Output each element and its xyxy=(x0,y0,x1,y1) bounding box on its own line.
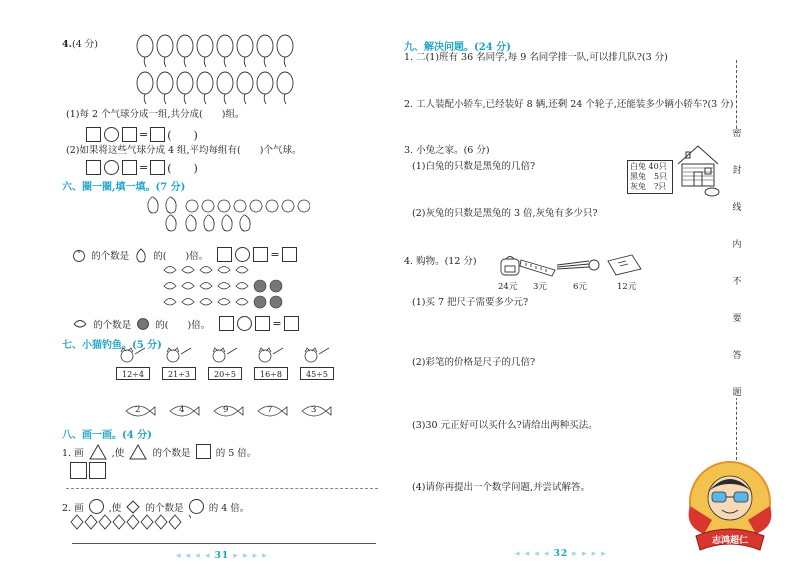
fish-1[interactable]: 2 xyxy=(122,404,156,418)
sec9-q3-1: (1)白兔的只数是黑兔的几倍? xyxy=(412,161,536,172)
circle-icon xyxy=(89,499,104,514)
balloon-row-1 xyxy=(137,35,293,67)
sec8-q1-squares xyxy=(70,460,106,479)
fish-4[interactable]: 7 xyxy=(254,404,288,418)
section-9-title: 九、解决问题。(24 分) xyxy=(404,42,511,53)
cat-card-2: 21÷3 xyxy=(162,367,196,380)
pear-row xyxy=(148,197,310,213)
cat-card-5: 45÷5 xyxy=(300,367,334,380)
peach-tomato-group xyxy=(160,262,290,312)
sec8-q2-text-d: 的 4 倍。 xyxy=(208,503,250,514)
sec9-q4-2: (2)彩笔的价格是尺子的几倍? xyxy=(412,357,536,368)
sec6-line1-text-a: 的个数是 xyxy=(91,251,130,262)
rabbit-house-icon xyxy=(672,142,724,198)
cat-card-1: 12÷4 xyxy=(116,367,150,380)
footer-rule-left xyxy=(72,543,376,544)
section-8-title: 八、画一画。(4 分) xyxy=(62,430,152,441)
tomato-icon xyxy=(136,317,150,331)
diamond-icon xyxy=(126,500,140,514)
sec8-q1-text-a: 1. 画 xyxy=(62,448,84,459)
apple-pear-group xyxy=(140,192,310,232)
triangle-icon xyxy=(89,444,107,460)
cat-row xyxy=(115,346,335,368)
sec9-q3-title: 3. 小兔之家。(6 分) xyxy=(404,145,490,156)
balloon-row-2 xyxy=(137,72,293,104)
page-number-left: ◂ ◂ ◂ ◂ 31 ▸ ▸ ▸ ▸ xyxy=(176,551,268,561)
sec8-q2-text-a: 2. 画 xyxy=(62,503,84,514)
sec8-q2-text-c: 的个数是 xyxy=(145,503,184,514)
sec6-line1-text-b: 的( )倍。 xyxy=(153,251,209,262)
mascot-badge xyxy=(682,458,778,558)
sec9-q4-3: (3)30 元正好可以买什么?请给出两种买法。 xyxy=(412,420,598,431)
sec9-q1: 1. 二(1)班有 36 名同学,每 9 名同学排一队,可以排几队?(3 分) xyxy=(404,52,668,63)
fish-3[interactable]: 9 xyxy=(210,404,244,418)
section-7-title: 七、小猫钓鱼。(5 分) xyxy=(62,340,162,351)
price-notebook: 12元 xyxy=(617,282,637,292)
apple-icon xyxy=(72,248,86,262)
price-ruler: 3元 xyxy=(533,282,547,292)
fish-2[interactable]: 4 xyxy=(166,404,200,418)
q4-sub2: (2)如果将这些气球分成 4 组,平均每组有( )个气球。 xyxy=(66,145,302,156)
sec9-q4-title: 4. 购物。(12 分) xyxy=(404,256,477,267)
section-6-title: 六、圈一圈,填一填。(7 分) xyxy=(62,182,186,193)
q4-equation-2[interactable]: = ( ) xyxy=(86,157,200,176)
cat-card-3: 20÷5 xyxy=(208,367,242,380)
sec8-q1-text-b: ,使 xyxy=(111,448,125,459)
diamond-row xyxy=(70,514,192,530)
sec8-q1-text-d: 的 5 倍。 xyxy=(215,448,257,459)
badge-label: 志鸿超仁 xyxy=(711,536,748,546)
sec9-q3-2: (2)灰兔的只数是黑兔的 3 倍,灰兔有多少只? xyxy=(412,208,598,219)
sec9-q2: 2. 工人装配小轿车,已经装好 8 辆,还剩 24 个轮子,还能装多少辆小轿车?(3 分) xyxy=(404,99,734,110)
seal-text: 密 封 线 内 不 要 答 题 xyxy=(732,129,742,398)
circle-icon xyxy=(189,499,204,514)
triangle-icon xyxy=(129,444,147,460)
divider xyxy=(66,488,378,489)
balloon-group xyxy=(135,33,305,111)
notebook-icon xyxy=(604,253,644,277)
sec8-q2 xyxy=(62,496,249,515)
fish-5[interactable]: 3 xyxy=(298,404,332,418)
page-number-right: ◂ ◂ ◂ ◂ 32 ▸ ▸ ▸ ▸ xyxy=(515,549,607,559)
sec8-q1-text-c: 的个数是 xyxy=(152,448,191,459)
sec6-line-1: 的个数是 的( )倍。 = xyxy=(72,244,297,263)
sec8-q1 xyxy=(62,441,256,460)
q4-points: (4 分) xyxy=(72,39,98,50)
sec6-line2-text-b: 的( )倍。 xyxy=(155,320,211,331)
q4-equation-1[interactable]: = ( ) xyxy=(86,124,200,143)
cat-card-4: 16÷8 xyxy=(254,367,288,380)
price-backpack: 24元 xyxy=(498,282,518,292)
q4-number: 4. xyxy=(62,39,72,50)
pear-icon xyxy=(134,247,148,263)
sec6-line2-text-a: 的个数是 xyxy=(93,320,132,331)
ruler-icon xyxy=(519,256,557,278)
price-pens: 6元 xyxy=(573,282,587,292)
sec9-q4-4: (4)请你再提出一个数学问题,并尝试解答。 xyxy=(412,482,590,493)
rabbit-table: 白兔 40只 黑兔 5只 灰兔 ?只 xyxy=(627,160,673,194)
sec8-q2-text-b: ,使 xyxy=(108,503,122,514)
q4-sub1: (1)每 2 个气球分成一组,共分成( )组。 xyxy=(66,109,245,120)
sec6-line-2: 的个数是 的( )倍。 = xyxy=(72,313,299,332)
pens-icon xyxy=(555,256,601,274)
peach-icon xyxy=(72,318,88,330)
pear-row-2 xyxy=(166,215,250,231)
sec9-q4-1: (1)买 7 把尺子需要多少元? xyxy=(412,297,529,308)
